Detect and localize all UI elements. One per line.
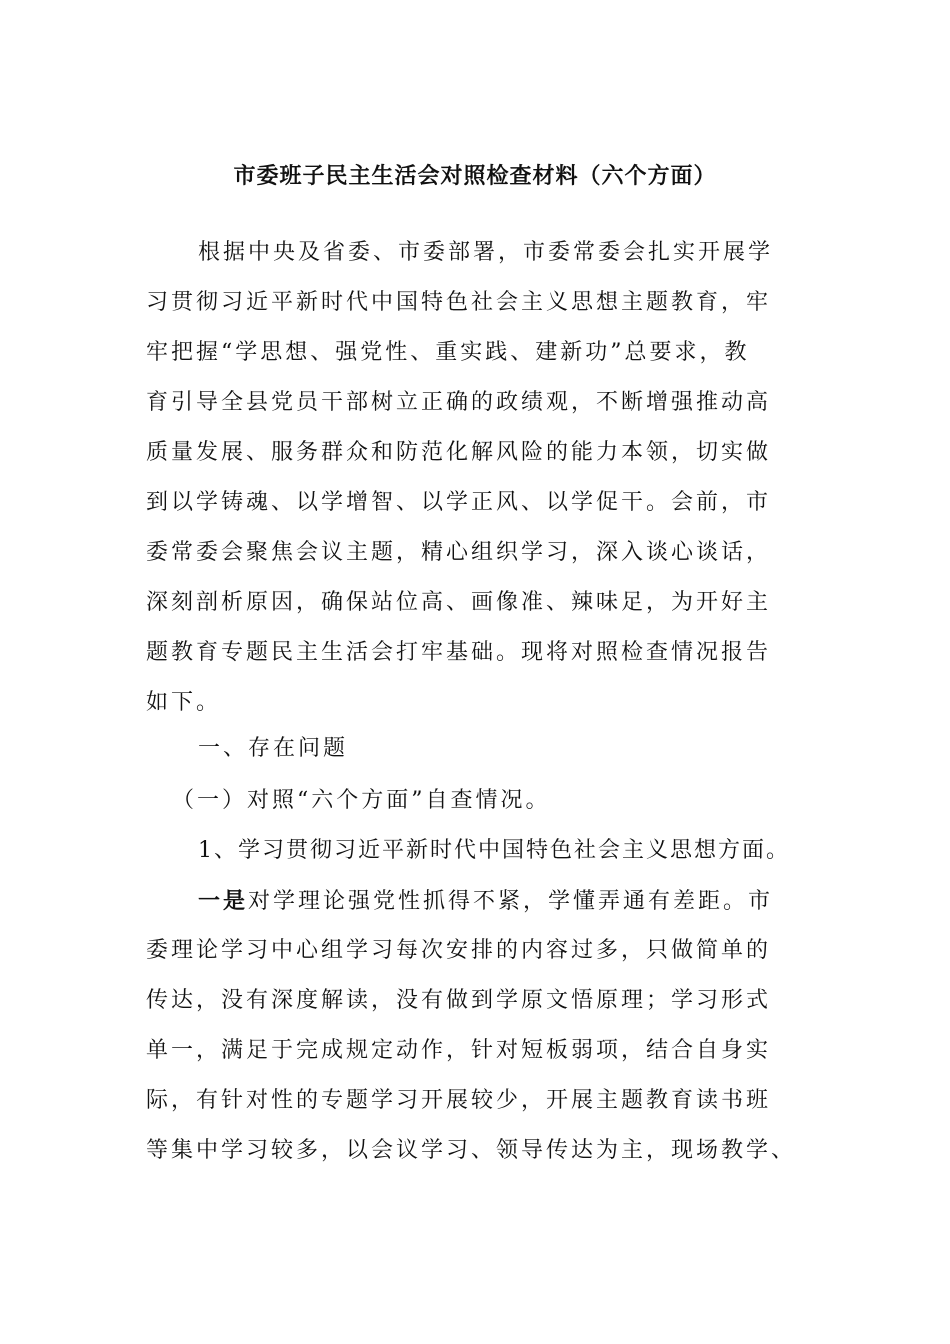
point-line: 单一，满足于完成规定动作，针对短板弱项，结合自身实 [146,1038,772,1063]
point-paragraph [146,876,798,1176]
intro-line: 质量发展、服务群众和防范化解风险的能力本领，切实做 [146,440,772,465]
intro-line: 牢把握“学思想、强党性、重实践、建新功”总要求，教 [146,340,750,365]
intro-line: 题教育专题民主生活会打牢基础。现将对照检查情况报告 [146,640,772,665]
document-title: 市委班子民主生活会对照检查材料（六个方面） [233,163,717,189]
intro-line: 如下。 [146,690,222,715]
intro-line: 习贯彻习近平新时代中国特色社会主义思想主题教育，牢 [146,290,772,315]
point-first-line-rest: 对学理论强党性抓得不紧，学懂弄通有差距。市 [248,889,774,914]
intro-line: 委常委会聚焦会议主题，精心组织学习，深入谈心谈话， [146,540,772,565]
point-lead: 一是 [198,888,249,914]
intro-paragraph [146,228,798,728]
point-first-line [146,876,798,926]
intro-line: 育引导全县党员干部树立正确的政绩观，不断增强推动高 [146,390,772,415]
point-line: 际，有针对性的专题学习开展较少，开展主题教育读书班 [146,1088,772,1113]
intro-line: 根据中央及省委、市委部署，市委常委会扎实开展学 [198,240,774,265]
intro-line: 深刻剖析原因，确保站位高、画像准、辣味足，为开好主 [146,590,772,615]
point-line: 委理论学习中心组学习每次安排的内容过多，只做简单的 [146,938,772,963]
subsection-heading: （一）对照“六个方面”自查情况。 [172,788,551,813]
point-line: 等集中学习较多，以会议学习、领导传达为主，现场教学、 [146,1138,797,1163]
intro-line: 到以学铸魂、以学增智、以学正风、以学促干。会前，市 [146,490,772,515]
item-heading: 1、学习贯彻习近平新时代中国特色社会主义思想方面。 [198,838,790,863]
point-line: 传达，没有深度解读，没有做到学原文悟原理；学习形式 [146,988,772,1013]
section-heading: 一、存在问题 [198,736,349,761]
